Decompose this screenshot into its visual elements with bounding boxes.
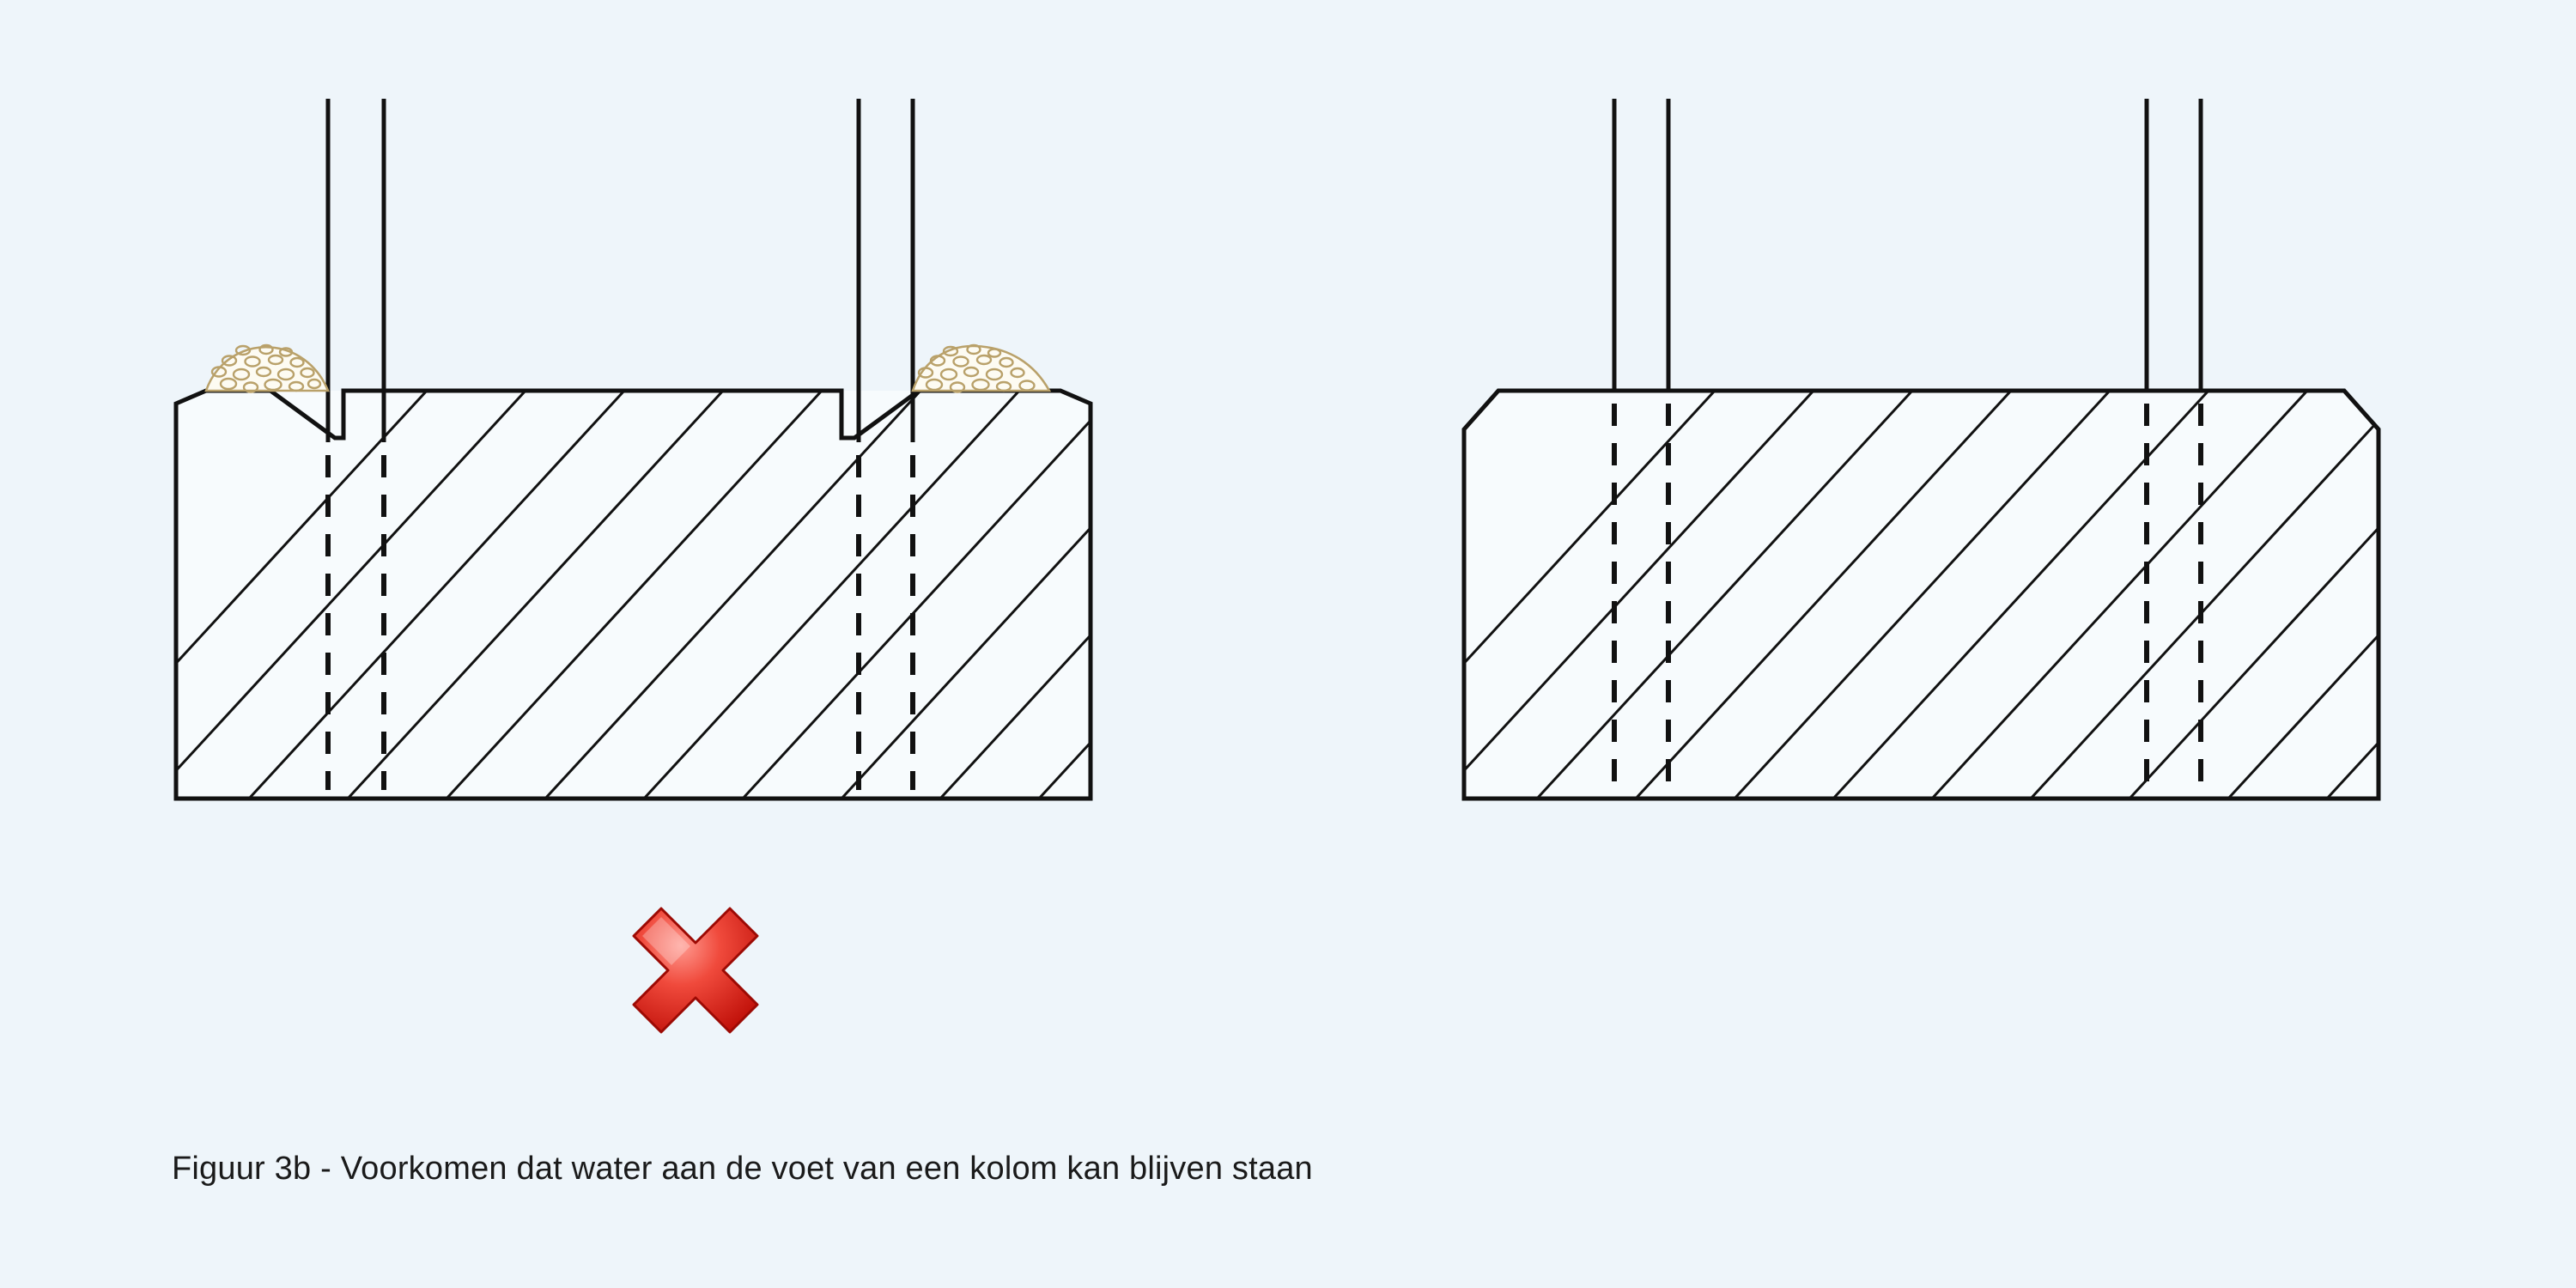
drawing-correct [1288, 0, 2576, 1116]
panel-correct-detail [1288, 0, 2576, 1116]
panel-incorrect-detail [0, 0, 1288, 1116]
red-cross-icon [601, 884, 790, 1056]
figure-caption: Figuur 3b - Voorkomen dat water aan de voet van een kolom kan blijven staan [172, 1151, 1313, 1187]
column-left [1614, 99, 1668, 391]
gravel-debris-left [206, 345, 328, 392]
column-right [2147, 99, 2201, 391]
gravel-debris-right [913, 345, 1049, 392]
